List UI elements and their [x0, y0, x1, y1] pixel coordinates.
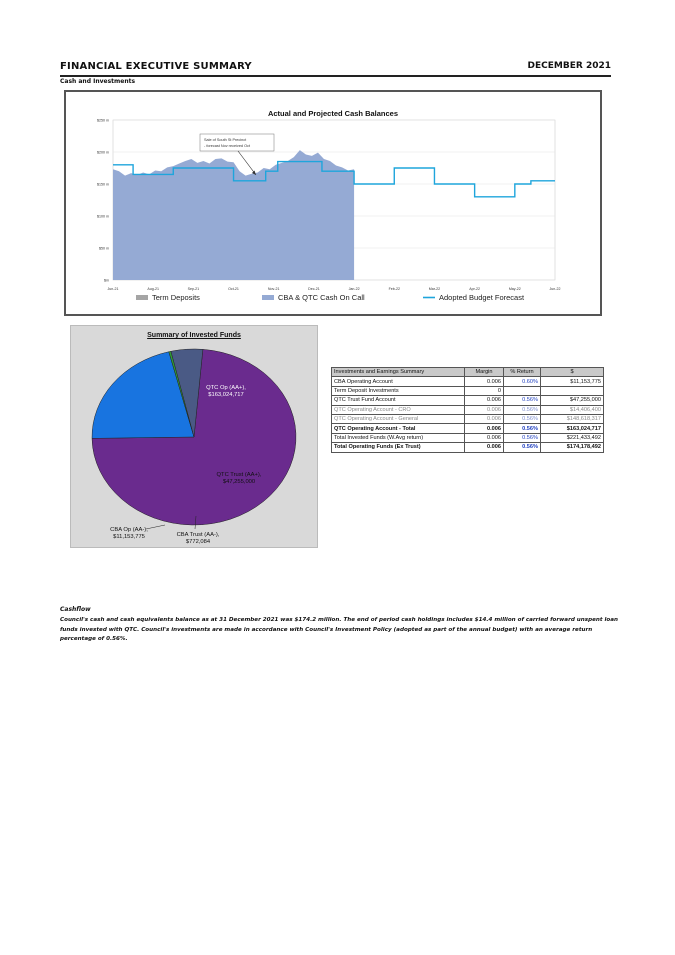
table-cell-amt: $221,433,492 [541, 433, 604, 442]
table-cell-ret: 0.56% [504, 443, 541, 452]
y-tick-label: $250 m [97, 118, 109, 123]
cashflow-heading: Cashflow [60, 606, 91, 613]
table-cell-ret: 0.60% [504, 377, 541, 386]
table-cell-ret: 0.56% [504, 424, 541, 433]
pie-label-value: $11,153,775 [113, 534, 145, 540]
cash-chart-svg [66, 92, 600, 314]
x-tick-label: May-22 [508, 287, 521, 291]
table-row [332, 396, 604, 405]
cash-chart-title: Actual and Projected Cash Balances [267, 109, 399, 118]
x-tick-label: Apr-22 [469, 287, 481, 291]
table-cell-margin: 0 [465, 386, 504, 395]
table-cell-ret [504, 386, 541, 395]
pie-label-value: $163,024,717 [208, 392, 244, 398]
table-cell-margin: 0.006 [465, 424, 504, 433]
annotation-box [200, 134, 274, 151]
pie-label-value: $47,255,000 [222, 479, 256, 485]
table-row [332, 433, 604, 442]
y-tick-label: $200 m [97, 150, 109, 155]
table-cell-amt: $148,618,317 [541, 414, 604, 423]
legend-swatch [136, 295, 148, 300]
x-tick-label: Oct-21 [228, 287, 239, 291]
annotation-line-1: Sale of South St Precinct [204, 138, 247, 142]
table-cell-margin: 0.006 [465, 414, 504, 423]
pie-leader-line [146, 525, 165, 529]
table-row [332, 414, 604, 423]
y-tick-label: $m [104, 278, 109, 283]
table-cell-amt: $14,406,400 [541, 405, 604, 414]
x-tick-label: Jun-21 [107, 287, 119, 291]
annotation-line-2: - forecast Nov received Oct [204, 144, 251, 148]
table-row [332, 405, 604, 414]
x-tick-label: Jan-22 [348, 287, 360, 291]
col-header-return: % Return [504, 368, 541, 377]
table-cell-name: Term Deposit Investments [332, 386, 465, 395]
table-cell-name: QTC Operating Account - CRO [332, 405, 465, 414]
legend-label: Term Deposits [152, 293, 200, 302]
x-tick-label: Mar-22 [428, 287, 441, 291]
table-cell-name: CBA Operating Account [332, 377, 465, 386]
table-cell-amt: $47,255,000 [541, 396, 604, 405]
x-tick-label: Nov-21 [267, 287, 280, 291]
table-row [332, 424, 604, 433]
legend-label: CBA & QTC Cash On Call [278, 293, 365, 302]
col-header-amount: $ [541, 368, 604, 377]
pie-label-name: QTC Trust (AA+), [216, 472, 262, 478]
table-cell-margin: 0.006 [465, 443, 504, 452]
table-cell-margin: 0.006 [465, 377, 504, 386]
pie-label-name: CBA Op (AA-), [110, 527, 148, 533]
table-row [332, 377, 604, 386]
legend-label: Adopted Budget Forecast [439, 293, 525, 302]
y-tick-label: $150 m [97, 182, 109, 187]
pie-chart-title: Summary of Invested Funds [147, 332, 241, 339]
table-cell-amt: $11,153,775 [541, 377, 604, 386]
y-tick-label: $50 m [99, 246, 109, 251]
pie-label-value: $772,084 [185, 539, 211, 545]
table-cell-amt: $163,024,717 [541, 424, 604, 433]
legend-swatch [262, 295, 274, 300]
table-cell-margin: 0.006 [465, 433, 504, 442]
pie-label-name: QTC Op (AA+), [206, 385, 246, 391]
table-cell-ret: 0.56% [504, 396, 541, 405]
table-cell-amt: $174,178,492 [541, 443, 604, 452]
x-tick-label: Feb-22 [388, 287, 400, 291]
pie-label-name: CBA Trust (AA-), [176, 532, 220, 538]
x-tick-label: Aug-21 [147, 287, 159, 291]
x-tick-label: Sep-21 [187, 287, 200, 291]
table-row [332, 386, 604, 395]
report-title: FINANCIAL EXECUTIVE SUMMARY [60, 61, 252, 72]
table-cell-margin: 0.006 [465, 405, 504, 414]
investments-table [331, 367, 604, 453]
table-cell-ret: 0.56% [504, 414, 541, 423]
table-cell-ret: 0.56% [504, 433, 541, 442]
table-cell-name: QTC Trust Fund Account [332, 396, 465, 405]
invested-funds-chart [70, 325, 318, 548]
x-tick-label: Jun-22 [549, 287, 561, 291]
x-tick-label: Dec-21 [308, 287, 320, 291]
table-cell-name: Total Operating Funds (Ex Trust) [332, 443, 465, 452]
report-header [60, 61, 611, 77]
table-cell-ret: 0.56% [504, 405, 541, 414]
y-tick-label: $100 m [97, 214, 109, 219]
table-cell-name: Total Invested Funds (W.Avg return) [332, 433, 465, 442]
col-header-name: Investments and Earnings Summary [332, 368, 465, 377]
cash-balance-chart [64, 90, 602, 316]
section-subtitle: Cash and Investments [60, 78, 136, 85]
col-header-margin: Margin [465, 368, 504, 377]
table-cell-amt [541, 386, 604, 395]
cashflow-text: Council's cash and cash equivalents balance as at 31 December 2021 was $174.2 million. The end of period cash holdings includes $14.4 million of carried forward unspent loan funds invested with QTC. Council's investments are made in accordance with Council's Investment Policy (adopted as part of the annual budget) with an average return percentage of 0.56%. [60, 617, 618, 642]
table-cell-name: QTC Operating Account - General [332, 414, 465, 423]
pie-chart-svg [71, 326, 317, 547]
table-cell-margin: 0.006 [465, 396, 504, 405]
report-date: DECEMBER 2021 [527, 61, 611, 71]
table-cell-name: QTC Operating Account - Total [332, 424, 465, 433]
table-header-row [332, 368, 604, 377]
table-row [332, 443, 604, 452]
